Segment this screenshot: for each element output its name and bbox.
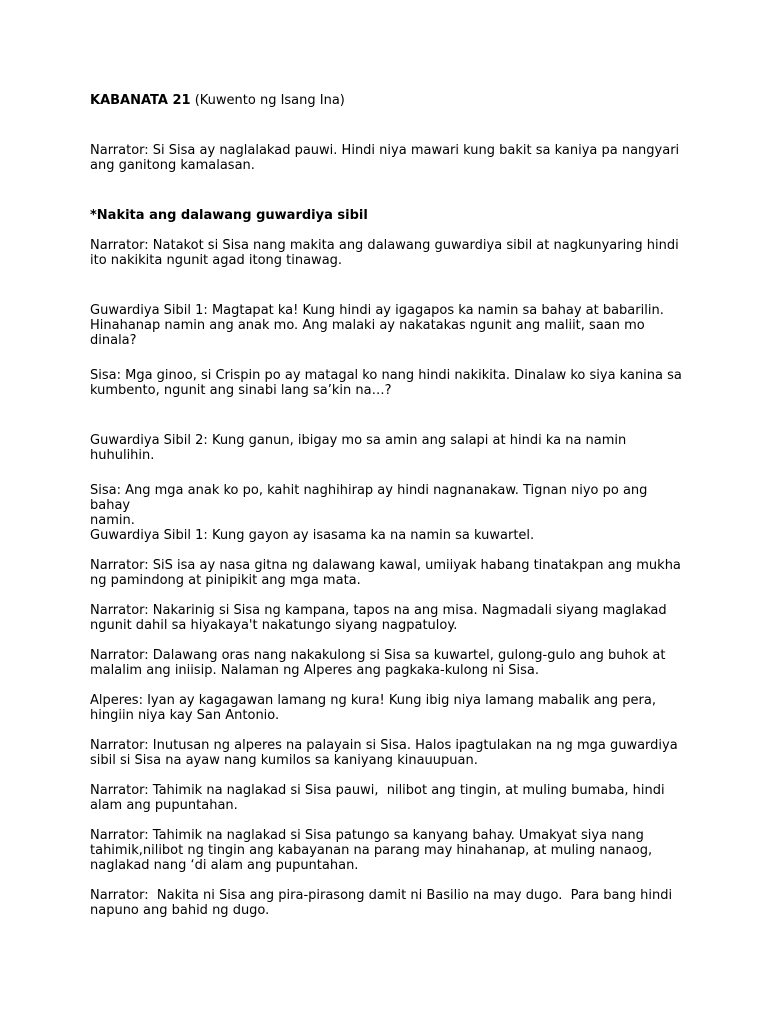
chapter-subtitle: (Kuwento ng Isang Ina): [190, 93, 345, 108]
paragraph-alperes-line: Alperes: Iyan ay kagagawan lamang ng kura! Kung ibig niya lamang mabalik ang pera, hingiin niya kay San Antonio.: [90, 693, 656, 723]
paragraph-guard-1-kuwartel: Guwardiya Sibil 1: Kung gayon ay isasama ka na namin sa kuwartel.: [90, 528, 535, 543]
paragraph-narrator-damit: Narrator: Nakita ni Sisa ang pira-pirasong damit ni Basilio na may dugo. Para bang hindi napuno ang bahid ng dugo.: [90, 888, 673, 918]
paragraph-guard-1-line: Guwardiya Sibil 1: Magtapat ka! Kung hindi ay igagapos ka namin sa bahay at babarilin. Hinahanap namin ang anak mo. Ang malaki ay nakatakas ngunit ang maliit, saan mo dinala?: [90, 303, 664, 348]
paragraph-narrator-bahay: Narrator: Tahimik na naglakad si Sisa patungo sa kanyang bahay. Umakyat siya nang tahimik,nilibot ng tingin ang kabayanan na parang may hinahanap, at muling nanaog, naglakad nang ‘di alam ang pupuntahan.: [90, 828, 653, 873]
chapter-label: KABANATA 21: [90, 93, 191, 108]
paragraph-guard-2-line: Guwardiya Sibil 2: Kung ganun, ibigay mo sa amin ang salapi at hindi ka na namin huhulihin.: [90, 433, 631, 463]
paragraph-sisa-line-2: Sisa: Ang mga anak ko po, kahit naghihirap ay hindi nagnanakaw. Tignan niyo po ang bahay namin.: [90, 483, 648, 528]
paragraph-sisa-line-1: Sisa: Mga ginoo, si Crispin po ay matagal ko nang hindi nakikita. Dinalaw ko siya kanina sa kumbento, ngunit ang sinabi lang sa’kin na…?: [90, 368, 682, 398]
paragraph-narrator-intro: Narrator: Si Sisa ay naglalakad pauwi. Hindi niya mawari kung bakit sa kaniya pa nangyari ang ganitong kamalasan.: [90, 143, 680, 173]
paragraph-narrator-pauwi: Narrator: Tahimik na naglakad si Sisa pauwi, nilibot ang tingin, at muling bumaba, hindi alam ang pupuntahan.: [90, 783, 665, 813]
paragraph-narrator-palaya: Narrator: Inutusan ng alperes na palayain si Sisa. Halos ipagtulakan na ng mga guwardiya sibil si Sisa na ayaw nang kumilos sa kaniyang kinauupuan.: [90, 738, 678, 768]
paragraph-narrator-kulong: Narrator: Dalawang oras nang nakakulong si Sisa sa kuwartel, gulong-gulo ang buhok at malalim ang iniisip. Nalaman ng Alperes ang pagkaka-kulong ni Sisa.: [90, 648, 666, 678]
paragraph-narrator-guards: Narrator: Natakot si Sisa nang makita ang dalawang guwardiya sibil at nagkunyaring hindi ito nakikita ngunit agad itong tinawag.: [90, 238, 679, 268]
paragraph-narrator-kampana: Narrator: Nakarinig si Sisa ng kampana, tapos na ang misa. Nagmadali siyang maglakad ngunit dahil sa hiyakaya't nakatungo siyang nagpatuloy.: [90, 603, 667, 633]
chapter-heading: [90, 93, 690, 108]
scene-heading: *Nakita ang dalawang guwardiya sibil: [90, 208, 368, 223]
paragraph-narrator-kawal: Narrator: SiS isa ay nasa gitna ng dalawang kawal, umiiyak habang tinatakpan ang mukha ng pamindong at pinipikit ang mga mata.: [90, 558, 681, 588]
